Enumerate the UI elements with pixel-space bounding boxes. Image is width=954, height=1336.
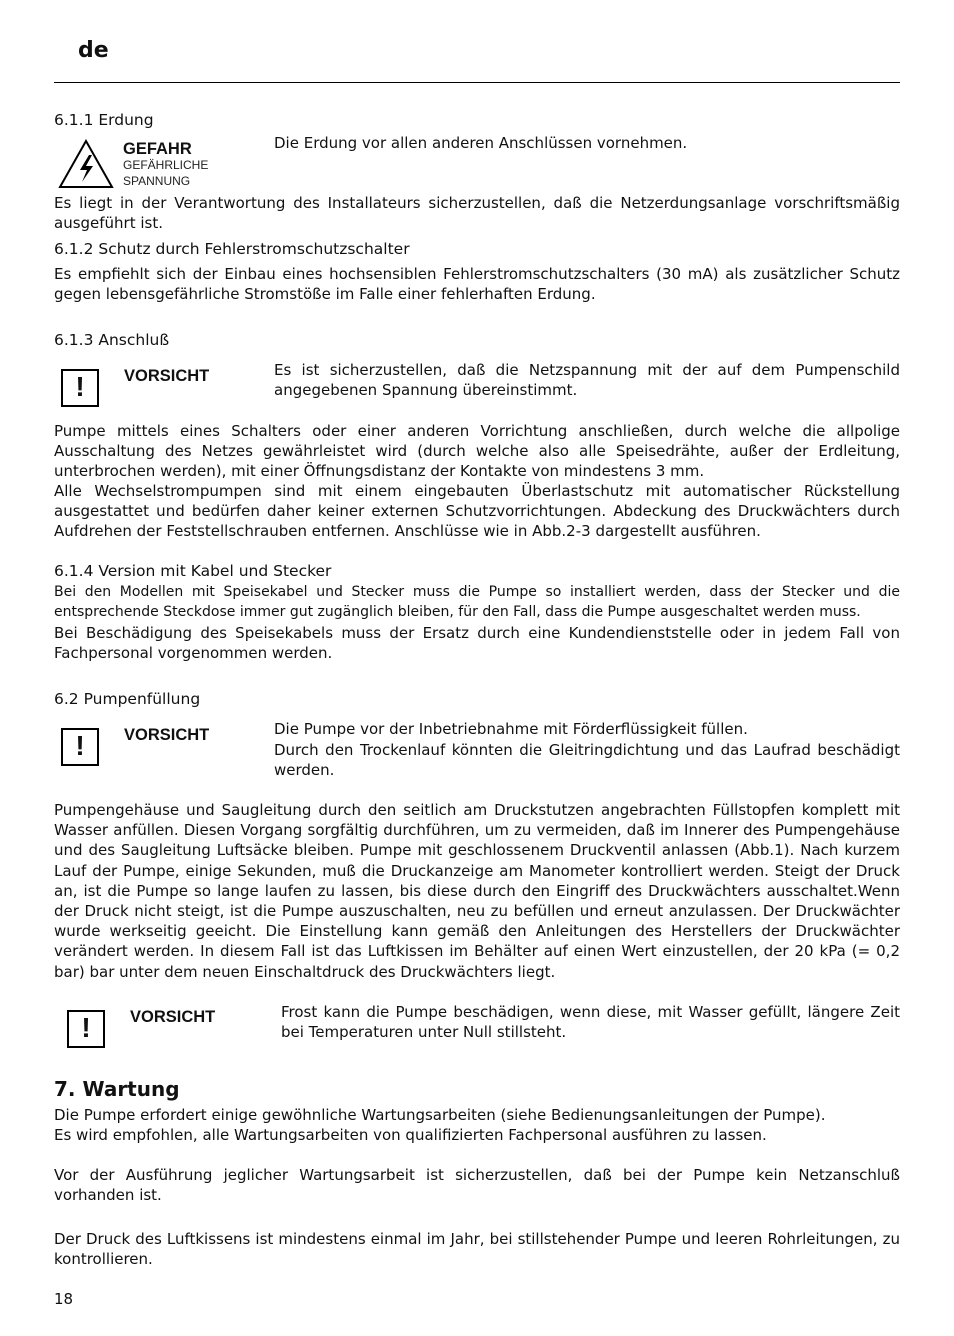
section-6-1-3-body-2: Alle Wechselstrompumpen sind mit einem eingebauten Überlastschutz mit automatischer Rückstellung ausgestattet und bedürfen daher keiner externen Schutzvorrichtungen. Abdeckung des Druckwächters durch Aufdrehen der Feststellschrauben entfernen. Anschlüsse wie in Abb.2-3 dargestellt ausführen. [54,482,900,541]
danger-sublabel-2: SPANNUNG [123,174,191,188]
fill-note-1: Die Pumpe vor der Inbetriebnahme mit Förderflüssigkeit füllen. [274,720,748,738]
section-6-1-2-title: 6.1.2 Schutz durch Fehlerstromschutzschalter [54,240,410,258]
danger-sublabel-1: GEFÄHRLICHE [123,158,209,172]
language-tag: de [78,38,109,63]
exclamation-warning-icon: ! [61,728,99,766]
section-6-1-4-body-2: Bei Beschädigung des Speisekabels muss der Ersatz durch eine Kundendienststelle oder in jedem Fall von Fachpersonal vorgenommen werden. [54,624,900,663]
section-6-1-1-body: Es liegt in der Verantwortung des Installateurs sicherzustellen, daß die Netzerdungsanlage vorschriftsmäßig ausgeführt ist. [54,194,900,233]
section-7-body-1: Die Pumpe erfordert einige gewöhnliche Wartungsarbeiten (siehe Bedienungsanleitungen der Pumpe). [54,1106,826,1124]
section-6-1-4-title: 6.1.4 Version mit Kabel und Stecker [54,562,332,580]
header-rule [54,82,900,83]
section-6-1-4-body-1: Bei den Modellen mit Speisekabel und Stecker muss die Pumpe so installiert werden, dass der Stecker und die entsprechende Steckdose immer gut zugänglich bleiben, für den Fall, dass die Pumpe ausgeschaltet werden muss. [54,584,900,621]
danger-note: Die Erdung vor allen anderen Anschlüssen vornehmen. [274,134,688,152]
section-6-1-3-title: 6.1.3 Anschluß [54,331,170,349]
fill-note-2: Durch den Trockenlauf könnten die Gleitringdichtung und das Laufrad beschädigt werden. [274,741,900,780]
section-6-2-body: Pumpengehäuse und Saugleitung durch den seitlich am Druckstutzen angebrachten Füllstopfen komplett mit Wasser anfüllen. Diesen Vorgang sorgfältig durchführen, um zu vermeiden, daß im Innerer des Pumpengehäuse und des Saugleitung Luftsäcke bleiben. Pumpe mit geschlossenem Druckventil anlassen (Abb.1). Nach kurzem Lauf der Pumpe, einige Sekunden, muß die Druckanzeige am Manometer kontrolliert werden. Steigt der Druck an, ist die Pumpe so lange laufen zu lassen, bis diese durch den Eingriff des Druckwächters ausschaltet.Wenn der Druck nicht steigt, ist die Pumpe auszuschalten, neu zu befüllen und erneut anzulassen. Der Druckwächter wurde werkseitig geeicht. Die Einstellung kann gemäß den Anleitungen des Herstellers der Druckwächter verändert werden. In diesem Fall ist das Luftkissen im Behälter auf einen Wert einzustellen, der 20 kPa (= 0,2 bar) bar unter dem neuen Einschaltdruck des Druckwächters liegt. [54,801,900,981]
high-voltage-warning-icon [58,139,114,189]
page-number: 18 [54,1290,74,1308]
section-6-2-title: 6.2 Pumpenfüllung [54,690,201,708]
frost-note: Frost kann die Pumpe beschädigen, wenn diese, mit Wasser gefüllt, längere Zeit bei Temperaturen unter Null stillsteht. [281,1003,900,1042]
danger-label: GEFAHR [123,140,192,158]
section-6-1-3-body-1: Pumpe mittels eines Schalters oder einer anderen Vorrichtung anschließen, durch welche die allpolige Ausschaltung des Netzes gewährleistet wird (durch welche also alle Speisedrähte, außer der Erdleitung, unterbrochen werden), mit einer Öffnungsdistanz der Kontakte von mindestens 3 mm. [54,422,900,481]
section-7-title: 7. Wartung [54,1077,180,1101]
section-7-body-2: Es wird empfohlen, alle Wartungsarbeiten von qualifizierten Fachpersonal ausführen zu lassen. [54,1126,767,1144]
section-7-body-3: Vor der Ausführung jeglicher Wartungsarbeit ist sicherzustellen, daß bei der Pumpe kein Netzanschluß vorhanden ist. [54,1166,900,1205]
caution-label: VORSICHT [124,726,210,744]
exclamation-warning-icon: ! [67,1010,105,1048]
caution-label: VORSICHT [130,1008,216,1026]
exclamation-warning-icon: ! [61,369,99,407]
caution-note: Es ist sicherzustellen, daß die Netzspannung mit der auf dem Pumpenschild angegebenen Spannung übereinstimmt. [274,361,900,400]
section-6-1-1-title: 6.1.1 Erdung [54,111,154,129]
section-7-body-4: Der Druck des Luftkissens ist mindestens einmal im Jahr, bei stillstehender Pumpe und leeren Rohrleitungen, zu kontrollieren. [54,1230,900,1269]
caution-label: VORSICHT [124,367,210,385]
section-6-1-2-body: Es empfiehlt sich der Einbau eines hochsensiblen Fehlerstromschutzschalters (30 mA) als zusätzlicher Schutz gegen lebensgefährliche Stromstöße im Falle einer fehlerhaften Erdung. [54,265,900,304]
